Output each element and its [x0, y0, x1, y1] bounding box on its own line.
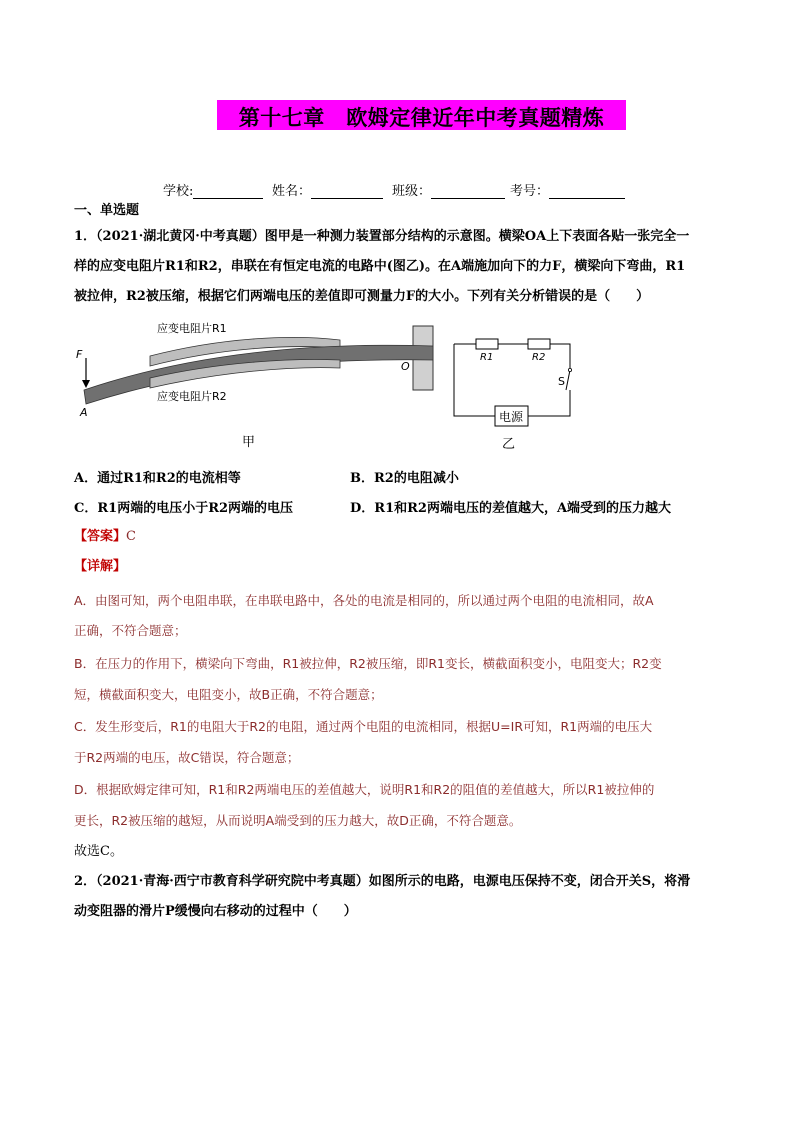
school-field — [163, 180, 263, 199]
q1-stem-line2: 样的应变电阻片R1和R2，串联在有恒定电流的电路中(图乙)。在A端施加向下的力F，横梁向下弯曲，R1 — [74, 259, 686, 274]
wire — [550, 344, 570, 370]
detail-line-8: 更长，R2被压缩的越短，从而说明A端受到的压力越大，故D正确，不符合题意。 — [74, 813, 522, 828]
school-blank[interactable] — [193, 184, 263, 199]
class-field — [392, 180, 505, 199]
switch-contact — [568, 368, 571, 371]
detail-line-6: 于R2两端的电压，故C错误，符合题意； — [74, 750, 300, 765]
section-heading: 一、单选题 — [74, 203, 140, 218]
number-field — [510, 180, 625, 199]
class-blank[interactable] — [431, 184, 505, 199]
name-label: 姓名： — [272, 184, 312, 199]
page-title: 第十七章 欧姆定律近年中考真题精炼 — [238, 106, 605, 130]
label-A: A — [80, 406, 88, 419]
label-gauge-bottom: 应变电阻片R2 — [157, 390, 227, 403]
detail-line-5: C．发生形变后，R1的电阻大于R2的电阻，通过两个电阻的电流相同，根据U=IR可知，R1两端的电压大 — [74, 719, 653, 734]
school-label: 学校: — [163, 184, 194, 199]
q2-stem-line2: 动变阻器的滑片P缓慢向右移动的过程中（ ） — [74, 904, 357, 919]
number-label: 考号： — [510, 184, 550, 199]
name-blank[interactable] — [311, 184, 383, 199]
caption-jia: 甲 — [242, 435, 256, 450]
class-label: 班级： — [392, 184, 432, 199]
answer-row — [74, 528, 136, 546]
label-R1: R1 — [480, 352, 494, 363]
option-b: B．R2的电阻减小 — [350, 471, 459, 486]
label-F: F — [76, 348, 83, 361]
detail-line-2: 正确，不符合题意； — [74, 623, 187, 638]
option-c: C．R1两端的电压小于R2两端的电压 — [74, 501, 294, 516]
conclusion: 故选C。 — [74, 844, 123, 859]
label-source: 电源 — [499, 410, 524, 424]
resistor-R2 — [528, 339, 550, 349]
q1-stem-line1: 1．（2021·湖北黄冈·中考真题）图甲是一种测力装置部分结构的示意图。横梁OA上下表面各贴一张完全一 — [74, 229, 690, 244]
number-blank[interactable] — [549, 184, 625, 199]
detail-line-7: D．根据欧姆定律可知，R1和R2两端电压的差值越大，说明R1和R2的阻值的差值越大，所以R1被拉伸的 — [74, 782, 655, 797]
name-field — [272, 180, 383, 199]
beam — [84, 345, 433, 404]
answer-label: 【答案】 — [74, 529, 127, 544]
switch-blade — [566, 370, 570, 390]
wire — [528, 390, 570, 416]
answer-value: C — [126, 529, 136, 544]
option-d: D．R1和R2两端电压的差值越大，A端受到的压力越大 — [350, 501, 672, 516]
q1-stem-line3: 被拉伸，R2被压缩，根据它们两端电压的差值即可测量力F的大小。下列有关分析错误的是（ ） — [74, 289, 650, 304]
figure-beam — [70, 318, 450, 453]
caption-yi: 乙 — [502, 437, 516, 452]
force-arrow-head — [82, 380, 90, 388]
figure-circuit — [450, 330, 580, 455]
gauge-bottom — [150, 360, 340, 388]
label-gauge-top: 应变电阻片R1 — [157, 322, 227, 335]
detail-label: 【详解】 — [74, 559, 127, 574]
option-a: A．通过R1和R2的电流相等 — [74, 471, 241, 486]
label-S: S — [558, 375, 565, 388]
detail-line-1: A．由图可知，两个电阻串联，在串联电路中，各处的电流是相同的，所以通过两个电阻的电流相同，故A — [74, 593, 654, 608]
label-O: O — [401, 360, 410, 373]
detail-line-4: 短，横截面积变大，电阻变小，故B正确，不符合题意； — [74, 687, 383, 702]
detail-line-3: B．在压力的作用下，横梁向下弯曲，R1被拉伸，R2被压缩，即R1变长，横截面积变小，电阻变大；R2变 — [74, 656, 662, 671]
resistor-R1 — [476, 339, 498, 349]
label-R2: R2 — [532, 352, 546, 363]
q2-stem-line1: 2．（2021·青海·西宁市教育科学研究院中考真题）如图所示的电路，电源电压保持不变，闭合开关S，将滑 — [74, 874, 691, 889]
